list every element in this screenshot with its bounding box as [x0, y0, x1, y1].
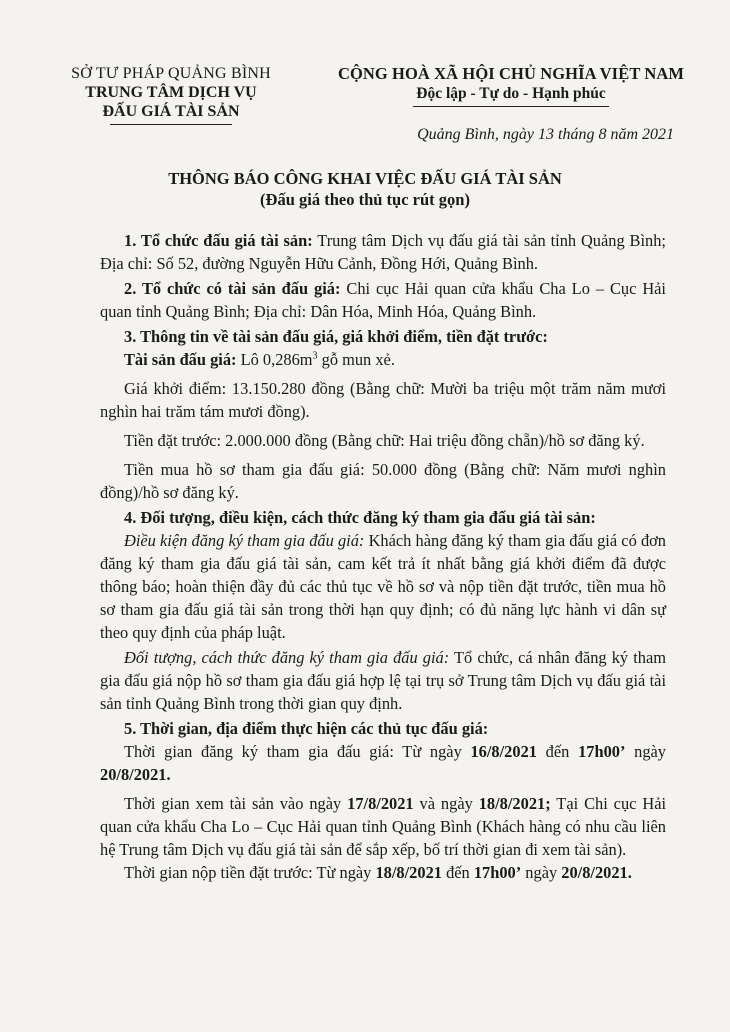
- view-date-1: 17/8/2021: [347, 794, 414, 813]
- issuer-center-line1: TRUNG TÂM DỊCH VỤ: [85, 84, 257, 101]
- asset-unit-superscript: 3: [312, 350, 318, 362]
- issuer-header: [40, 64, 302, 125]
- asset-text-tail: gỗ mun xẻ.: [317, 350, 395, 369]
- document-title: THÔNG BÁO CÔNG KHAI VIỆC ĐẤU GIÁ TÀI SẢN: [168, 169, 562, 188]
- reg-end-date: 20/8/2021.: [100, 765, 171, 784]
- section-2: [100, 277, 666, 323]
- deposit-period: [100, 861, 666, 884]
- dossier-fee: Tiền mua hồ sơ tham gia đấu giá: 50.000 đồng (Bằng chữ: Năm mươi nghìn đồng)/hồ sơ đăng ký.: [100, 460, 666, 502]
- method-text: Tổ chức, cá nhân đăng ký tham gia đấu giá nộp hồ sơ tham gia đấu giá hợp lệ tại trụ sở Trung tâm Dịch vụ đấu giá tài sản tỉnh Quảng Bình trong thời gian quy định.: [100, 648, 666, 713]
- dep-text-a: Thời gian nộp tiền đặt trước: Từ ngày: [124, 863, 376, 882]
- registration-method: [100, 646, 666, 715]
- asset-text: Lô 0,286m: [236, 350, 313, 369]
- section-2-text: Chi cục Hải quan cửa khẩu Cha Lo – Cục Hải quan tỉnh Quảng Bình; Địa chỉ: Dân Hóa, Minh Hóa, Quảng Bình.: [100, 279, 666, 321]
- reg-text-e: ngày: [625, 742, 666, 761]
- dep-text-e: ngày: [521, 863, 562, 882]
- reg-end-time: 17h00’: [578, 742, 626, 761]
- dep-text-c: đến: [441, 863, 474, 882]
- deposit-amount: Tiền đặt trước: 2.000.000 đồng (Bằng chữ: Hai triệu đồng chẵn)/hồ sơ đăng ký.: [124, 431, 645, 450]
- view-text-a: Thời gian xem tài sản vào ngày: [124, 794, 348, 813]
- national-title: CỘNG HOÀ XÃ HỘI CHỦ NGHĨA VIỆT NAM: [337, 64, 685, 83]
- national-motto: Độc lập - Tự do - Hạnh phúc: [416, 85, 606, 102]
- section-1-text: Trung tâm Dịch vụ đấu giá tài sản tỉnh Quảng Bình; Địa chỉ: Số 52, đường Nguyễn Hữu Cảnh, Đồng Hới, Quảng Bình.: [100, 231, 666, 273]
- registration-period: [100, 740, 666, 786]
- view-date-2: 18/8/2021;: [478, 794, 551, 813]
- issuer-department: SỞ TƯ PHÁP QUẢNG BÌNH: [71, 65, 271, 82]
- reg-text-c: đến: [536, 742, 579, 761]
- document-subtitle: (Đấu giá theo thủ tục rút gọn): [260, 190, 470, 209]
- issuer-underline: [110, 124, 232, 125]
- section-2-label: 2. Tổ chức có tài sản đấu giá:: [124, 279, 341, 298]
- section-5-heading: 5. Thời gian, địa điểm thực hiện các thủ tục đấu giá:: [124, 719, 489, 738]
- conditions-label: Điều kiện đăng ký tham gia đấu giá:: [124, 531, 365, 550]
- reg-text-a: Thời gian đăng ký tham gia đấu giá: Từ ngày: [124, 742, 471, 761]
- national-header: [318, 64, 704, 107]
- motto-underline: [413, 106, 609, 107]
- conditions-text: Khách hàng đăng ký tham gia đấu giá có đơn đăng ký tham gia đấu giá tài sản, cam kết trả ít nhất bằng giá khởi điểm đã được thông báo; hoàn thiện đầy đủ các thủ tục về hồ sơ và nộp tiền đặt trước, tiền mua hồ sơ tham gia đấu giá tài sản trong thời hạn quy định; có đủ năng lực hành vi dân sự theo quy định của pháp luật.: [100, 531, 667, 642]
- section-4-heading: 4. Đối tượng, điều kiện, cách thức đăng ký tham gia đấu giá tài sản:: [124, 508, 596, 527]
- viewing-period: [100, 792, 666, 861]
- asset-label: Tài sản đấu giá:: [124, 350, 237, 369]
- view-text-e: Tại Chi cục Hải quan cửa khẩu Cha Lo – Cục Hải quan tỉnh Quảng Bình (Khách hàng có nhu cầu liên hệ Trung tâm Dịch vụ đấu giá tài sản để sắp xếp, bố trí thời gian đi xem tài sản).: [100, 794, 667, 859]
- asset-line: [100, 348, 666, 371]
- document-body: [100, 229, 666, 884]
- section-3-heading: 3. Thông tin về tài sản đấu giá, giá khởi điểm, tiền đặt trước:: [124, 327, 548, 346]
- view-text-c: và ngày: [413, 794, 479, 813]
- registration-conditions: [100, 529, 666, 644]
- dep-end-date: 20/8/2021.: [561, 863, 632, 882]
- section-1: [100, 229, 666, 275]
- section-1-label: 1. Tổ chức đấu giá tài sản:: [124, 231, 313, 250]
- issuer-center-line2: ĐẤU GIÁ TÀI SẢN: [102, 103, 240, 120]
- method-label: Đối tượng, cách thức đăng ký tham gia đấu giá:: [124, 648, 450, 667]
- dep-end-time: 17h00’: [473, 863, 522, 882]
- start-price: Giá khởi điểm: 13.150.280 đồng (Bằng chữ: Mười ba triệu một trăm năm mươi nghìn hai trăm tám mươi đồng).: [100, 379, 666, 421]
- reg-start-date: 16/8/2021: [470, 742, 537, 761]
- document-title-block: [0, 168, 730, 210]
- document-date: Quảng Bình, ngày 13 tháng 8 năm 2021: [417, 126, 674, 143]
- dep-start-date: 18/8/2021: [375, 863, 442, 882]
